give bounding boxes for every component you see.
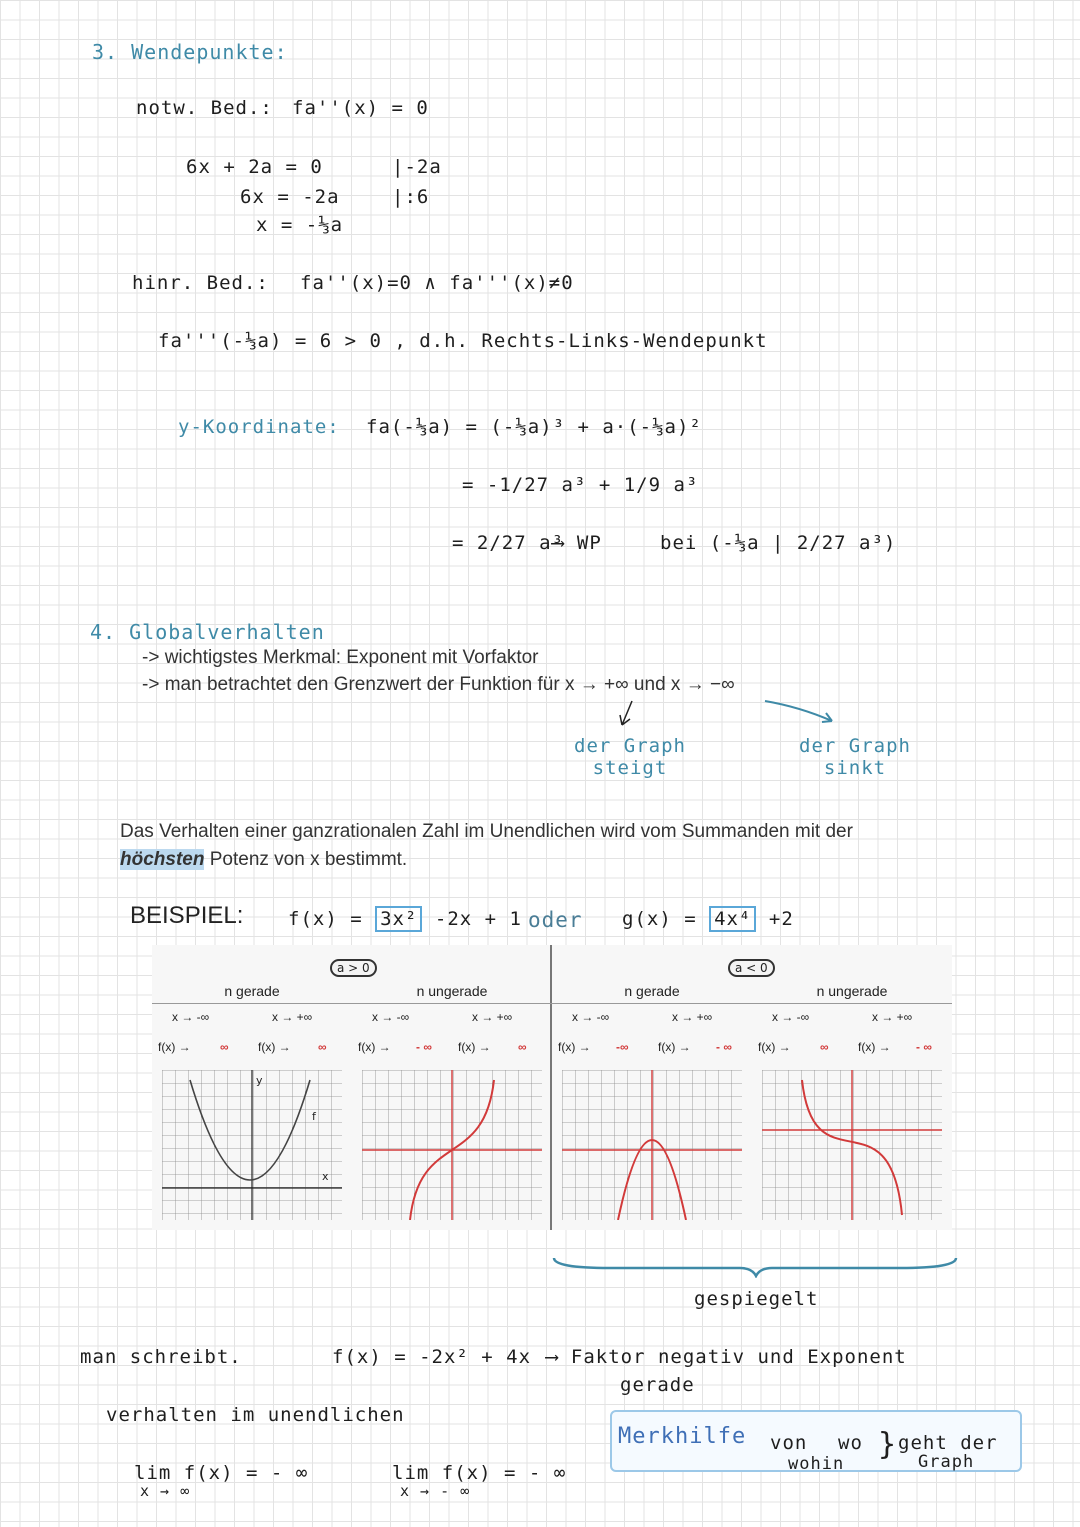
step2: 6x = -2a (240, 186, 340, 208)
x-minus: x → -∞ (372, 1010, 410, 1024)
axis-f-label: f (312, 1110, 316, 1123)
f-minus: -∞ (616, 1040, 629, 1054)
graph-odd-neg (762, 1070, 942, 1220)
limit-plus-sub: x → ∞ (140, 1482, 191, 1500)
annotation-arrows (600, 695, 860, 735)
annotation-rise: der Graph steigt (574, 735, 686, 779)
statement-line1: Das Verhalten einer ganzrationalen Zahl im Unendlichen wird vom Summanden mit der (120, 821, 853, 842)
necessary-condition-eq: fa''(x) = 0 (292, 97, 429, 119)
f-label: f(x) → (758, 1040, 791, 1054)
x-plus: x → +∞ (272, 1010, 313, 1024)
col-head: n ungerade (416, 983, 488, 999)
wp-point: bei (-⅓a | 2/27 a³) (660, 532, 897, 554)
step3: x = -⅓a (256, 214, 344, 236)
f-plus: ∞ (318, 1040, 327, 1054)
merkhilfe-wo: wo (838, 1432, 863, 1454)
example-g-leading-term: 4x⁴ (709, 906, 756, 932)
x-plus: x → +∞ (672, 1010, 713, 1024)
example-g-prefix: g(x) = (622, 908, 697, 930)
f-plus: - ∞ (716, 1040, 732, 1054)
axis-y-label: y (256, 1074, 263, 1087)
section4-title: 4. Globalverhalten (90, 620, 325, 644)
arrow-note-2: gerade (620, 1374, 695, 1396)
graph-even-neg (562, 1070, 742, 1220)
badge-a-negative: a < 0 (728, 959, 775, 977)
behavior-table (152, 945, 952, 1230)
f-plus: ∞ (518, 1040, 527, 1054)
f-minus: ∞ (820, 1040, 829, 1054)
statement-line2 (120, 849, 407, 871)
f-label-2: f(x) → (258, 1040, 291, 1054)
example-f-leading-term: 3x² (375, 906, 422, 932)
f-minus: ∞ (220, 1040, 229, 1054)
f-label: f(x) → (158, 1040, 191, 1054)
mirror-label: gespiegelt (694, 1288, 819, 1310)
sufficient-condition-label: hinr. Bed.: (132, 272, 269, 294)
merkhilfe-geht: geht der (898, 1432, 998, 1454)
bullet-2: -> man betrachtet den Grenzwert der Funktion für x → +∞ und x → −∞ (142, 674, 735, 695)
verhalten-label: verhalten im unendlichen (106, 1404, 405, 1426)
statement-bold: höchsten (120, 849, 205, 870)
annotation-fall: der Graph sinkt (799, 735, 911, 779)
oder-label: oder (528, 908, 583, 932)
wp-arrow: ⟶ WP (552, 532, 602, 554)
example-function: f(x) = -2x² + 4x (332, 1346, 532, 1368)
merkhilfe-graph: Graph (918, 1452, 975, 1472)
col-head: n gerade (624, 983, 680, 999)
f-label: f(x) → (358, 1040, 391, 1054)
example-f-prefix: f(x) = (288, 908, 363, 930)
sufficient-condition-eq: fa''(x)=0 ∧ fa'''(x)≠0 (300, 272, 574, 294)
merkhilfe-brace: } (878, 1427, 898, 1462)
man-schreibt: man schreibt. (80, 1346, 242, 1368)
example-f-suffix: -2x + 1 (434, 908, 522, 930)
merkhilfe-wohin: wohin (788, 1454, 845, 1474)
step1-op: |-2a (392, 156, 442, 178)
example-g-suffix: +2 (768, 908, 794, 930)
f-label-2: f(x) → (458, 1040, 491, 1054)
badge-a-positive: a > 0 (330, 959, 377, 977)
mirror-brace (550, 1238, 960, 1278)
y-calc-line1: fa(-⅓a) = (-⅓a)³ + a·(-⅓a)² (366, 416, 702, 438)
graph-odd-pos (362, 1070, 542, 1220)
limit-plus: lim f(x) = - ∞ (134, 1462, 309, 1484)
section3-title: 3. Wendepunkte: (92, 40, 288, 64)
y-calc-line3: = 2/27 a³ (452, 532, 564, 554)
arrow-note-1: ⟶ Faktor negativ und Exponent (546, 1346, 907, 1368)
f-label-2: f(x) → (658, 1040, 691, 1054)
y-calc-line2: = -1/27 a³ + 1/9 a³ (462, 474, 699, 496)
example-g (622, 908, 794, 930)
f-plus: - ∞ (916, 1040, 932, 1054)
necessary-condition-label: notw. Bed.: (136, 97, 273, 119)
f-label: f(x) → (558, 1040, 591, 1054)
step2-op: |:6 (392, 186, 430, 208)
x-minus: x → -∞ (572, 1010, 610, 1024)
example-f (288, 908, 522, 930)
y-coordinate-label: y-Koordinate: (178, 416, 340, 438)
third-derivative-check: fa'''(-⅓a) = 6 > 0 , d.h. Rechts-Links-Wendepunkt (158, 330, 768, 352)
x-minus: x → -∞ (172, 1010, 210, 1024)
example-label: BEISPIEL: (130, 902, 244, 929)
bullet-1: -> wichtigstes Merkmal: Exponent mit Vorfaktor (142, 647, 539, 668)
graph-even-pos (162, 1070, 342, 1220)
f-label-2: f(x) → (858, 1040, 891, 1054)
merkhilfe-von: von (770, 1432, 808, 1454)
axis-x-label: x (322, 1170, 329, 1183)
step1: 6x + 2a = 0 (186, 156, 323, 178)
col-head: n ungerade (816, 983, 888, 999)
statement-rest: Potenz von x bestimmt. (209, 849, 408, 870)
f-minus: - ∞ (416, 1040, 432, 1054)
x-minus: x → -∞ (772, 1010, 810, 1024)
limit-minus: lim f(x) = - ∞ (392, 1462, 567, 1484)
x-plus: x → +∞ (872, 1010, 913, 1024)
limit-minus-sub: x → - ∞ (400, 1482, 471, 1500)
x-plus: x → +∞ (472, 1010, 513, 1024)
merkhilfe-box (610, 1410, 1022, 1472)
col-head: n gerade (224, 983, 280, 999)
merkhilfe-title: Merkhilfe (618, 1424, 747, 1449)
